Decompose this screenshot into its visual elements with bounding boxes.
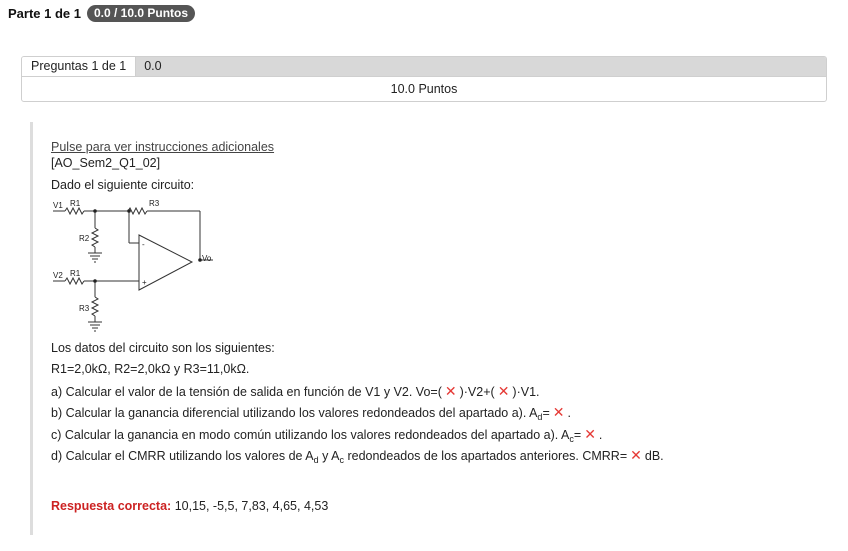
label-v2: V2	[53, 271, 63, 280]
question-b-text: b) Calcular la ganancia diferencial utilizando los valores redondeados del apartado a). A	[51, 406, 538, 420]
subscript-c: c	[569, 434, 574, 444]
part-title: Parte 1 de 1	[8, 6, 81, 21]
incorrect-icon: ✕	[630, 447, 642, 463]
question-d	[51, 447, 664, 465]
question-d-text: d) Calcular el CMRR utilizando los valores de A	[51, 449, 314, 463]
question-c-end: .	[598, 428, 603, 442]
incorrect-icon: ✕	[584, 426, 596, 442]
correct-answer	[51, 499, 328, 513]
points-badge: 0.0 / 10.0 Puntos	[87, 5, 195, 22]
question-b-eq: =	[542, 406, 550, 420]
label-r1-bottom: R1	[70, 269, 81, 278]
question-c-text: c) Calcular la ganancia en modo común utilizando los valores redondeados del apartado a). A	[51, 428, 570, 442]
label-v1: V1	[53, 201, 63, 210]
instructions-link[interactable]: Pulse para ver instrucciones adicionales	[51, 140, 275, 154]
question-d-mid: y A	[318, 449, 340, 463]
question-a-end: )·V1.	[512, 385, 540, 399]
question-b-end: .	[567, 406, 571, 420]
question-d-text2: redondeados de los apartados anteriores. CMRR=	[343, 449, 628, 463]
question-points: 10.0 Puntos	[390, 82, 458, 96]
part-header	[8, 5, 195, 22]
correct-answer-label: Respuesta correcta:	[51, 499, 172, 513]
label-r1-top: R1	[70, 199, 81, 208]
question-score: 0.0	[144, 59, 162, 73]
circuit-intro: Dado el siguiente circuito:	[51, 178, 195, 192]
question-a-mid: )·V2+(	[459, 385, 495, 399]
circuit-diagram	[51, 198, 221, 333]
question-c-eq: =	[573, 428, 582, 442]
label-r3-bottom: R3	[79, 304, 90, 313]
question-a	[51, 383, 540, 400]
question-a-text: a) Calcular el valor de la tensión de salida en función de V1 y V2. Vo=(	[51, 385, 442, 399]
incorrect-icon: ✕	[497, 383, 510, 399]
label-plus: +	[142, 278, 147, 287]
question-content	[30, 122, 823, 535]
incorrect-icon: ✕	[444, 383, 457, 399]
label-r3-top: R3	[149, 199, 160, 208]
incorrect-icon: ✕	[552, 404, 565, 420]
label-r2: R2	[79, 234, 90, 243]
question-c	[51, 426, 602, 444]
question-code: [AO_Sem2_Q1_02]	[51, 156, 161, 170]
data-values: R1=2,0kΩ, R2=2,0kΩ y R3=11,0kΩ.	[51, 362, 250, 376]
data-title: Los datos del circuito son los siguientes:	[51, 341, 275, 355]
question-summary-row	[22, 57, 826, 77]
subscript-d: d	[537, 412, 543, 422]
label-minus: -	[142, 240, 145, 249]
question-b	[51, 404, 571, 422]
question-summary-box	[21, 56, 827, 102]
question-d-end: dB.	[644, 449, 664, 463]
correct-answer-value: 10,15, -5,5, 7,83, 4,65, 4,53	[174, 499, 329, 513]
label-vo: Vo	[202, 254, 212, 263]
question-counter: Preguntas 1 de 1	[22, 57, 136, 76]
subscript-c: c	[339, 455, 344, 465]
subscript-d: d	[313, 455, 319, 465]
